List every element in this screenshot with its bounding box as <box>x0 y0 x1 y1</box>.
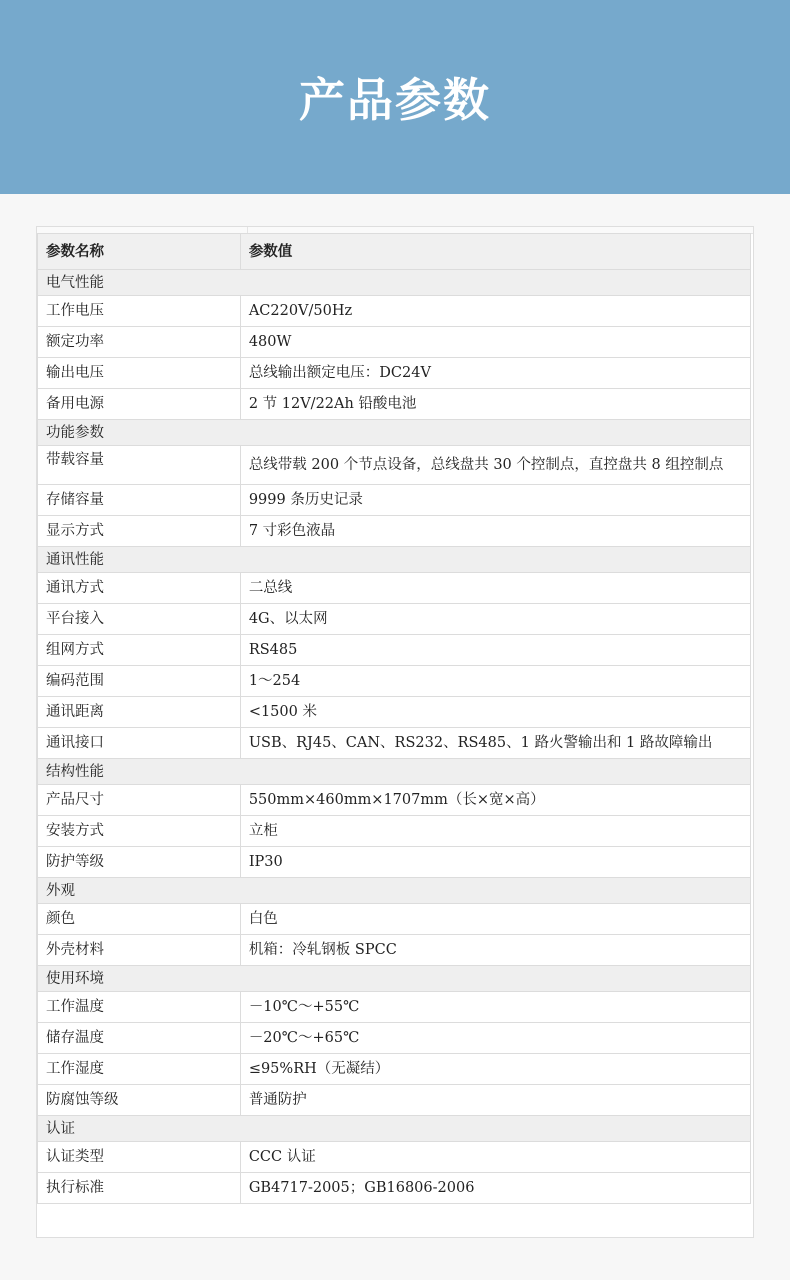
param-value: GB4717-2005；GB16806-2006 <box>240 1173 750 1204</box>
table-row <box>38 389 751 420</box>
param-value: 机箱：冷轧钢板 SPCC <box>240 935 750 966</box>
param-name: 安装方式 <box>38 816 241 847</box>
param-name: 显示方式 <box>38 516 241 547</box>
param-name: 工作湿度 <box>38 1054 241 1085</box>
param-name: 通讯距离 <box>38 697 241 728</box>
param-name: 通讯接口 <box>38 728 241 759</box>
table-row <box>38 785 751 816</box>
section-row <box>38 966 751 992</box>
param-name: 产品尺寸 <box>38 785 241 816</box>
section-row <box>38 270 751 296</box>
table-row <box>38 485 751 516</box>
table-row <box>38 935 751 966</box>
section-row <box>38 420 751 446</box>
section-title: 认证 <box>38 1116 751 1142</box>
table-row <box>38 666 751 697</box>
param-name: 额定功率 <box>38 327 241 358</box>
section-title: 通讯性能 <box>38 547 751 573</box>
param-name: 组网方式 <box>38 635 241 666</box>
param-value: IP30 <box>240 847 750 878</box>
param-name: 颜色 <box>38 904 241 935</box>
table-row <box>38 296 751 327</box>
section-row <box>38 1116 751 1142</box>
table-row <box>38 604 751 635</box>
table-header-row <box>38 234 751 270</box>
param-name: 认证类型 <box>38 1142 241 1173</box>
spec-table-container <box>36 226 754 1238</box>
param-name: 外壳材料 <box>38 935 241 966</box>
param-value: 白色 <box>240 904 750 935</box>
param-name: 通讯方式 <box>38 573 241 604</box>
param-name: 平台接入 <box>38 604 241 635</box>
section-row <box>38 759 751 785</box>
section-row <box>38 547 751 573</box>
param-name: 存储容量 <box>38 485 241 516</box>
section-title: 电气性能 <box>38 270 751 296</box>
section-title: 结构性能 <box>38 759 751 785</box>
param-name: 工作电压 <box>38 296 241 327</box>
param-name: 编码范围 <box>38 666 241 697</box>
section-title: 外观 <box>38 878 751 904</box>
param-value: 480W <box>240 327 750 358</box>
table-row <box>38 516 751 547</box>
param-value: 2 节 12V/22Ah 铅酸电池 <box>240 389 750 420</box>
param-value: RS485 <box>240 635 750 666</box>
table-row <box>38 1023 751 1054</box>
param-name: 执行标准 <box>38 1173 241 1204</box>
param-name: 防护等级 <box>38 847 241 878</box>
param-value: －20℃～+65℃ <box>240 1023 750 1054</box>
param-value: 550mm×460mm×1707mm（长×宽×高） <box>240 785 750 816</box>
title-banner <box>0 0 790 194</box>
table-row <box>38 904 751 935</box>
param-name: 备用电源 <box>38 389 241 420</box>
param-value: 普通防护 <box>240 1085 750 1116</box>
param-name: 带载容量 <box>38 446 241 485</box>
param-value: 9999 条历史记录 <box>240 485 750 516</box>
spec-table <box>37 233 751 1204</box>
param-value: USB、RJ45、CAN、RS232、RS485、1 路火警输出和 1 路故障输出 <box>240 728 750 759</box>
table-row <box>38 635 751 666</box>
param-value: 总线带载 200 个节点设备，总线盘共 30 个控制点，直控盘共 8 组控制点 <box>240 446 750 485</box>
table-row <box>38 1054 751 1085</box>
param-value: 4G、以太网 <box>240 604 750 635</box>
section-row <box>38 878 751 904</box>
section-title: 功能参数 <box>38 420 751 446</box>
table-row <box>38 1173 751 1204</box>
table-row <box>38 697 751 728</box>
table-row <box>38 992 751 1023</box>
param-name: 储存温度 <box>38 1023 241 1054</box>
param-value: 1～254 <box>240 666 750 697</box>
param-name: 防腐蚀等级 <box>38 1085 241 1116</box>
param-value: 二总线 <box>240 573 750 604</box>
table-row <box>38 728 751 759</box>
param-value: 总线输出额定电压：DC24V <box>240 358 750 389</box>
param-value: 立柜 <box>240 816 750 847</box>
table-row <box>38 1142 751 1173</box>
param-value: <1500 米 <box>240 697 750 728</box>
param-value: 7 寸彩色液晶 <box>240 516 750 547</box>
param-value: AC220V/50Hz <box>240 296 750 327</box>
section-title: 使用环境 <box>38 966 751 992</box>
table-row <box>38 1085 751 1116</box>
param-name: 工作温度 <box>38 992 241 1023</box>
param-value: CCC 认证 <box>240 1142 750 1173</box>
param-value: ≤95%RH（无凝结） <box>240 1054 750 1085</box>
table-row <box>38 446 751 485</box>
table-row <box>38 573 751 604</box>
page-title: 产品参数 <box>299 73 491 127</box>
header-name: 参数名称 <box>38 234 241 270</box>
table-row <box>38 847 751 878</box>
header-value: 参数值 <box>240 234 750 270</box>
table-row <box>38 358 751 389</box>
param-name: 输出电压 <box>38 358 241 389</box>
param-value: －10℃～+55℃ <box>240 992 750 1023</box>
table-row <box>38 816 751 847</box>
table-row <box>38 327 751 358</box>
